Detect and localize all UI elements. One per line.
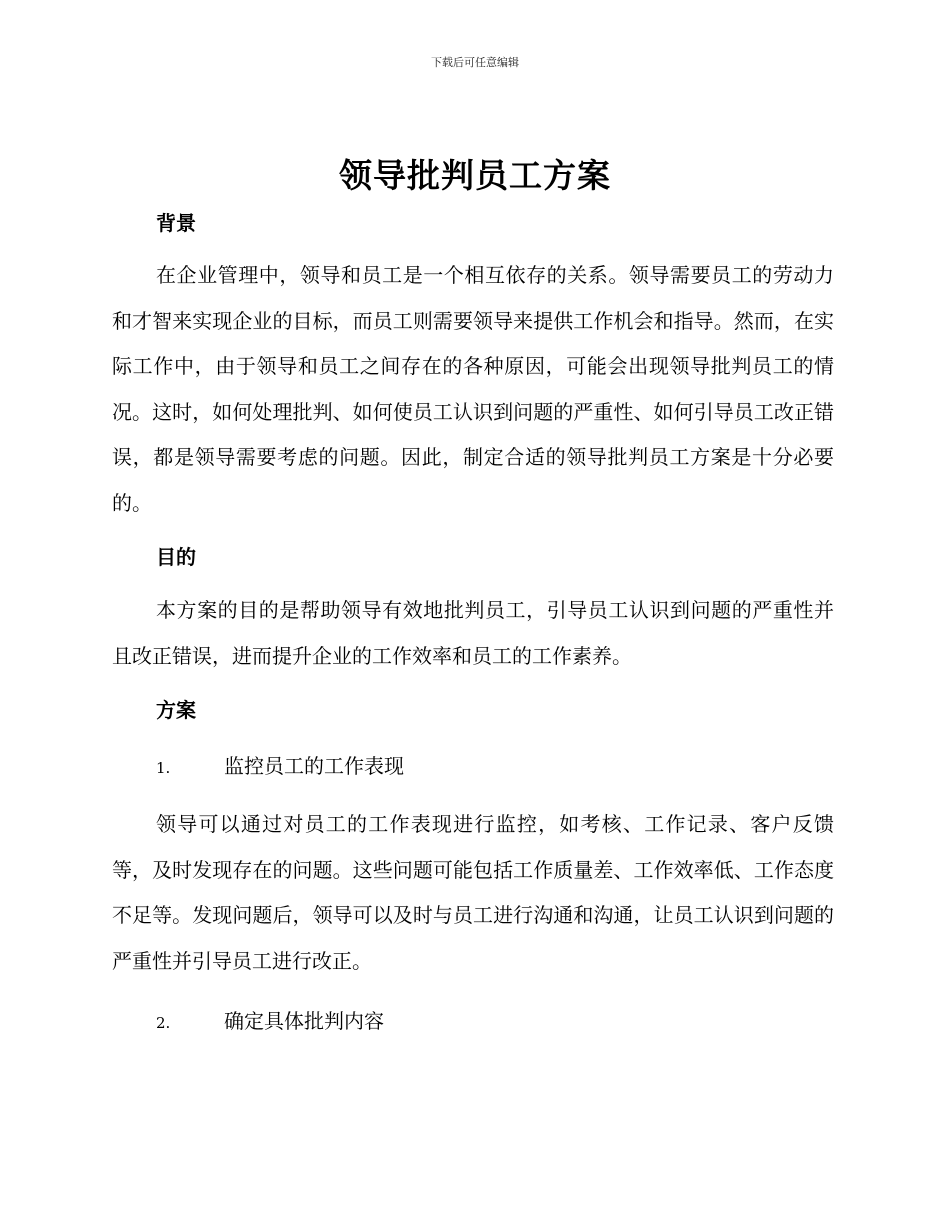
background-paragraph: 在企业管理中，领导和员工是一个相互依存的关系。领导需要员工的劳动力和才智来实现企业的目标，而员工则需要领导来提供工作机会和指导。然而，在实际工作中，由于领导和员工之间存在的各种原因，可能会出现领导批判员工的情况。这时，如何处理批判、如何使员工认识到问题的严重性、如何引导员工改正错误，都是领导需要考虑的问题。因此，制定合适的领导批判员工方案是十分必要的。	[112, 263, 834, 515]
plan-item-1	[112, 751, 834, 781]
plan-item-title: 确定具体批判内容	[224, 1009, 384, 1033]
document-title: 领导批判员工方案	[339, 156, 611, 195]
document-body	[112, 200, 834, 1036]
section-purpose	[112, 540, 834, 679]
purpose-paragraph: 本方案的目的是帮助领导有效地批判员工，引导员工认识到问题的严重性并且改正错误，进而提升企业的工作效率和员工的工作素养。	[112, 598, 834, 668]
plan-item-number: 2.	[156, 1014, 171, 1032]
section-plan	[112, 693, 834, 1036]
section-heading-background: 背景	[156, 211, 196, 235]
section-background	[112, 206, 834, 526]
section-heading-purpose: 目的	[156, 545, 196, 569]
header-note: 下载后可任意编辑	[431, 56, 519, 69]
plan-item-1-paragraph: 领导可以通过对员工的工作表现进行监控，如考核、工作记录、客户反馈等，及时发现存在的问题。这些问题可能包括工作质量差、工作效率低、工作态度不足等。发现问题后，领导可以及时与员工进行沟通和沟通，让员工认识到问题的严重性并引导员工进行改正。	[112, 812, 834, 973]
section-heading-plan: 方案	[156, 698, 196, 722]
plan-item-number: 1.	[156, 759, 171, 777]
plan-item-2	[112, 1006, 834, 1036]
plan-item-title: 监控员工的工作表现	[224, 754, 404, 778]
